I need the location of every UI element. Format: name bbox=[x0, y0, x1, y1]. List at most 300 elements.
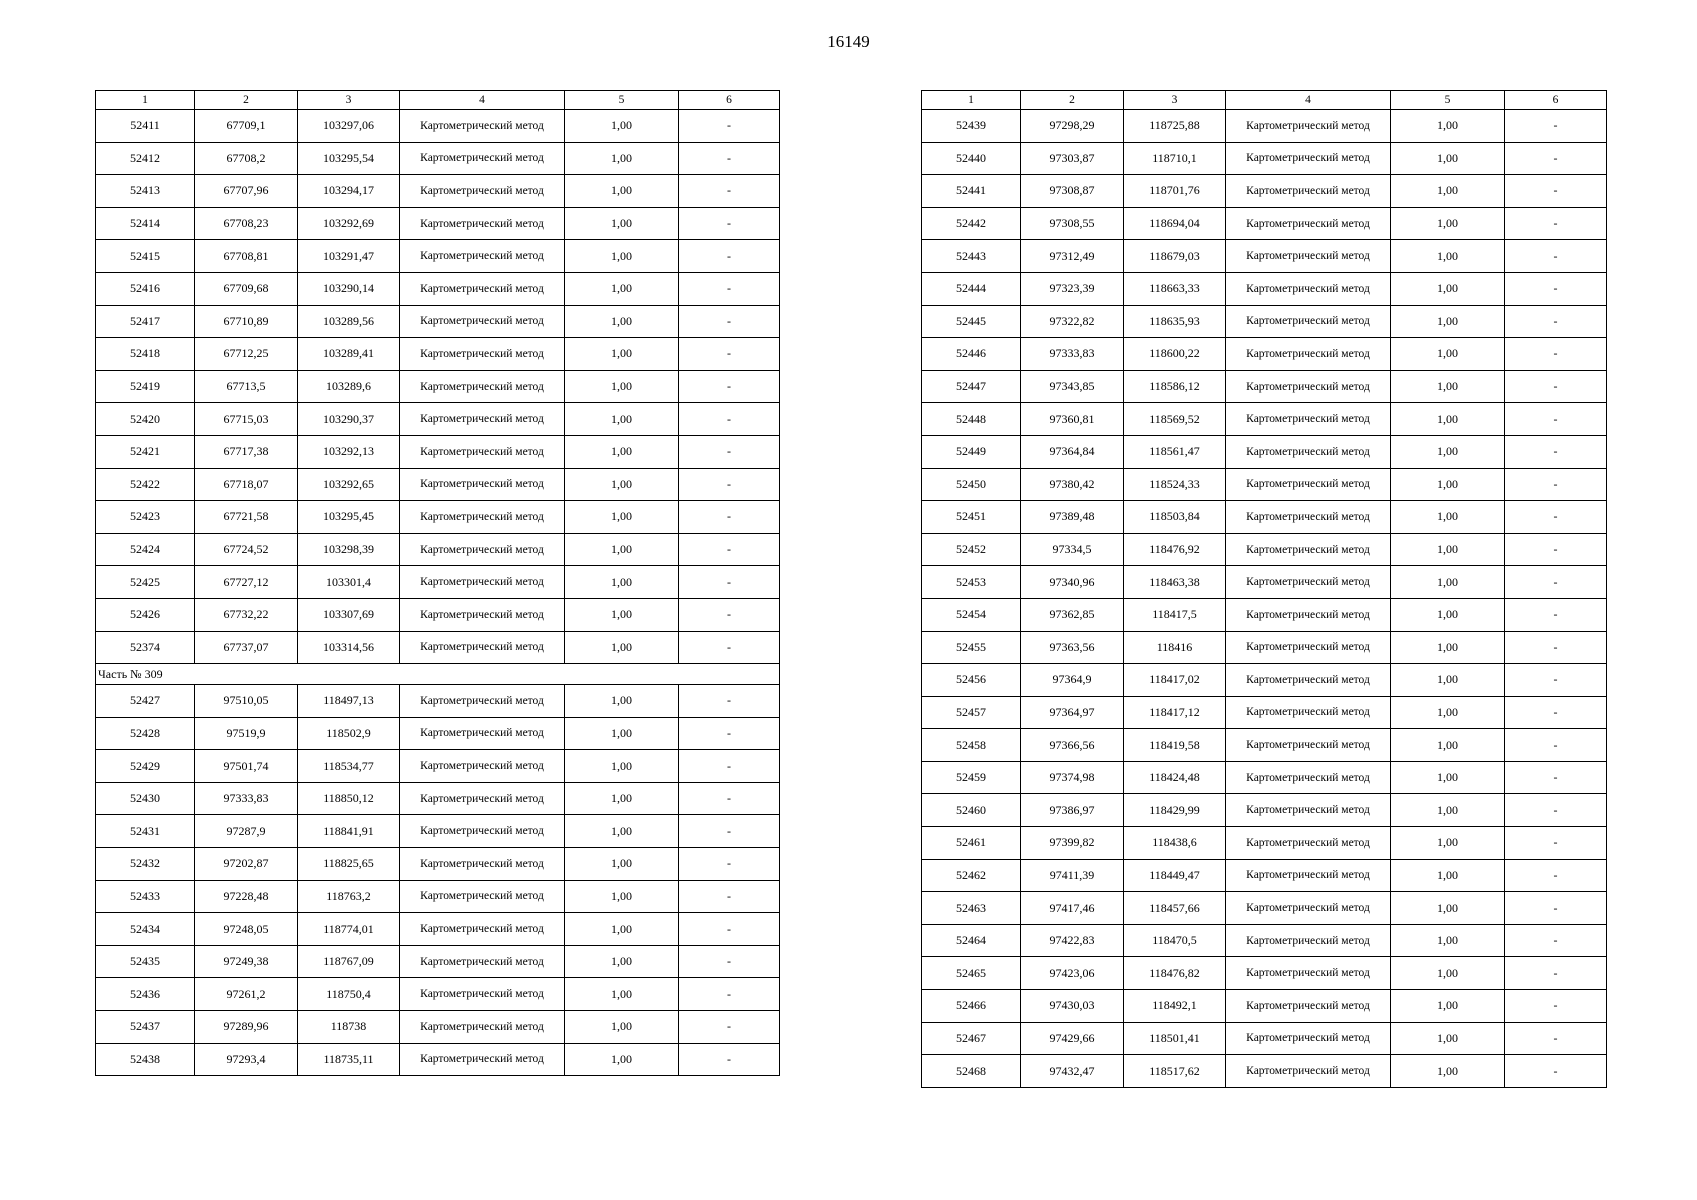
table-row bbox=[922, 892, 1607, 925]
note-cell: - bbox=[679, 370, 780, 403]
coord-x-cell: 97399,82 bbox=[1021, 827, 1124, 860]
coord-x-cell: 97432,47 bbox=[1021, 1055, 1124, 1088]
point-id-cell: 52447 bbox=[922, 370, 1021, 403]
method-cell: Картометрический метод bbox=[1226, 501, 1391, 534]
note-cell: - bbox=[1505, 435, 1607, 468]
accuracy-cell: 1,00 bbox=[1391, 990, 1505, 1023]
point-id-cell: 52415 bbox=[96, 240, 195, 273]
method-cell: Картометрический метод bbox=[400, 435, 565, 468]
point-id-cell: 52463 bbox=[922, 892, 1021, 925]
note-cell: - bbox=[1505, 957, 1607, 990]
accuracy-cell: 1,00 bbox=[565, 782, 679, 815]
method-cell: Картометрический метод bbox=[1226, 207, 1391, 240]
method-cell: Картометрический метод bbox=[400, 272, 565, 305]
coord-x-cell: 67727,12 bbox=[195, 566, 298, 599]
table-row bbox=[96, 913, 780, 946]
method-cell: Картометрический метод bbox=[1226, 435, 1391, 468]
point-id-cell: 52446 bbox=[922, 338, 1021, 371]
coord-y-cell: 118501,41 bbox=[1124, 1022, 1226, 1055]
coord-y-cell: 103290,37 bbox=[298, 403, 400, 436]
coord-y-cell: 103295,45 bbox=[298, 501, 400, 534]
method-cell: Картометрический метод bbox=[1226, 892, 1391, 925]
note-cell: - bbox=[1505, 240, 1607, 273]
header-row bbox=[922, 91, 1607, 110]
coord-y-cell: 118600,22 bbox=[1124, 338, 1226, 371]
point-id-cell: 52414 bbox=[96, 207, 195, 240]
accuracy-cell: 1,00 bbox=[565, 717, 679, 750]
method-cell: Картометрический метод bbox=[1226, 566, 1391, 599]
note-cell: - bbox=[679, 1043, 780, 1076]
method-cell: Картометрический метод bbox=[1226, 533, 1391, 566]
note-cell: - bbox=[679, 815, 780, 848]
table-row bbox=[922, 403, 1607, 436]
method-cell: Картометрический метод bbox=[400, 631, 565, 664]
accuracy-cell: 1,00 bbox=[565, 142, 679, 175]
coord-y-cell: 118449,47 bbox=[1124, 859, 1226, 892]
method-cell: Картометрический метод bbox=[1226, 827, 1391, 860]
column-header: 6 bbox=[679, 91, 780, 110]
accuracy-cell: 1,00 bbox=[1391, 110, 1505, 143]
point-id-cell: 52418 bbox=[96, 338, 195, 371]
note-cell: - bbox=[679, 468, 780, 501]
table-row bbox=[96, 782, 780, 815]
coord-y-cell: 118534,77 bbox=[298, 750, 400, 783]
coord-x-cell: 67708,2 bbox=[195, 142, 298, 175]
table-row bbox=[96, 207, 780, 240]
note-cell: - bbox=[679, 207, 780, 240]
method-cell: Картометрический метод bbox=[1226, 272, 1391, 305]
table-row bbox=[922, 142, 1607, 175]
coord-y-cell: 118429,99 bbox=[1124, 794, 1226, 827]
coord-x-cell: 67724,52 bbox=[195, 533, 298, 566]
coord-x-cell: 67737,07 bbox=[195, 631, 298, 664]
method-cell: Картометрический метод bbox=[400, 815, 565, 848]
section-label: Часть № 309 bbox=[96, 664, 780, 685]
coord-y-cell: 118710,1 bbox=[1124, 142, 1226, 175]
coord-x-cell: 67718,07 bbox=[195, 468, 298, 501]
accuracy-cell: 1,00 bbox=[1391, 338, 1505, 371]
table-row bbox=[922, 240, 1607, 273]
table-row bbox=[922, 1055, 1607, 1088]
note-cell: - bbox=[679, 978, 780, 1011]
table-row bbox=[922, 207, 1607, 240]
accuracy-cell: 1,00 bbox=[1391, 696, 1505, 729]
coord-x-cell: 97322,82 bbox=[1021, 305, 1124, 338]
coord-y-cell: 118635,93 bbox=[1124, 305, 1226, 338]
point-id-cell: 52464 bbox=[922, 924, 1021, 957]
coord-y-cell: 118767,09 bbox=[298, 945, 400, 978]
coord-x-cell: 97411,39 bbox=[1021, 859, 1124, 892]
method-cell: Картометрический метод bbox=[1226, 990, 1391, 1023]
table-row bbox=[922, 631, 1607, 664]
point-id-cell: 52432 bbox=[96, 848, 195, 881]
table-row bbox=[922, 924, 1607, 957]
column-header: 6 bbox=[1505, 91, 1607, 110]
point-id-cell: 52427 bbox=[96, 685, 195, 718]
column-header: 3 bbox=[298, 91, 400, 110]
method-cell: Картометрический метод bbox=[400, 1043, 565, 1076]
note-cell: - bbox=[679, 501, 780, 534]
method-cell: Картометрический метод bbox=[1226, 468, 1391, 501]
accuracy-cell: 1,00 bbox=[565, 338, 679, 371]
method-cell: Картометрический метод bbox=[1226, 696, 1391, 729]
coord-x-cell: 97423,06 bbox=[1021, 957, 1124, 990]
table-row bbox=[96, 370, 780, 403]
method-cell: Картометрический метод bbox=[1226, 338, 1391, 371]
note-cell: - bbox=[679, 880, 780, 913]
accuracy-cell: 1,00 bbox=[565, 240, 679, 273]
page-number: 16149 bbox=[827, 32, 870, 51]
coord-y-cell: 118497,13 bbox=[298, 685, 400, 718]
method-cell: Картометрический метод bbox=[400, 370, 565, 403]
coord-y-cell: 118463,38 bbox=[1124, 566, 1226, 599]
method-cell: Картометрический метод bbox=[1226, 924, 1391, 957]
header-row bbox=[96, 91, 780, 110]
table-row bbox=[96, 815, 780, 848]
coord-y-cell: 103295,54 bbox=[298, 142, 400, 175]
coord-y-cell: 118679,03 bbox=[1124, 240, 1226, 273]
table-row bbox=[922, 370, 1607, 403]
note-cell: - bbox=[679, 782, 780, 815]
coord-y-cell: 118524,33 bbox=[1124, 468, 1226, 501]
table-row bbox=[96, 468, 780, 501]
point-id-cell: 52448 bbox=[922, 403, 1021, 436]
method-cell: Картометрический метод bbox=[1226, 370, 1391, 403]
method-cell: Картометрический метод bbox=[400, 175, 565, 208]
method-cell: Картометрический метод bbox=[400, 978, 565, 1011]
coord-x-cell: 97293,4 bbox=[195, 1043, 298, 1076]
coord-y-cell: 118470,5 bbox=[1124, 924, 1226, 957]
coord-y-cell: 103292,65 bbox=[298, 468, 400, 501]
method-cell: Картометрический метод bbox=[1226, 794, 1391, 827]
point-id-cell: 52421 bbox=[96, 435, 195, 468]
point-id-cell: 52430 bbox=[96, 782, 195, 815]
accuracy-cell: 1,00 bbox=[1391, 827, 1505, 860]
point-id-cell: 52438 bbox=[96, 1043, 195, 1076]
table-row bbox=[96, 403, 780, 436]
point-id-cell: 52440 bbox=[922, 142, 1021, 175]
point-id-cell: 52411 bbox=[96, 110, 195, 143]
coord-x-cell: 97430,03 bbox=[1021, 990, 1124, 1023]
method-cell: Картометрический метод bbox=[400, 880, 565, 913]
accuracy-cell: 1,00 bbox=[1391, 664, 1505, 697]
accuracy-cell: 1,00 bbox=[1391, 240, 1505, 273]
point-id-cell: 52433 bbox=[96, 880, 195, 913]
table-row bbox=[922, 435, 1607, 468]
method-cell: Картометрический метод bbox=[1226, 1055, 1391, 1088]
note-cell: - bbox=[1505, 501, 1607, 534]
note-cell: - bbox=[1505, 566, 1607, 599]
method-cell: Картометрический метод bbox=[400, 305, 565, 338]
note-cell: - bbox=[1505, 827, 1607, 860]
note-cell: - bbox=[1505, 338, 1607, 371]
coord-x-cell: 97510,05 bbox=[195, 685, 298, 718]
coord-y-cell: 118663,33 bbox=[1124, 272, 1226, 305]
accuracy-cell: 1,00 bbox=[565, 631, 679, 664]
table-row bbox=[922, 664, 1607, 697]
coord-x-cell: 97364,9 bbox=[1021, 664, 1124, 697]
note-cell: - bbox=[1505, 305, 1607, 338]
point-id-cell: 52452 bbox=[922, 533, 1021, 566]
table-row bbox=[96, 631, 780, 664]
coord-x-cell: 97298,29 bbox=[1021, 110, 1124, 143]
coord-y-cell: 118825,65 bbox=[298, 848, 400, 881]
table-row bbox=[96, 338, 780, 371]
accuracy-cell: 1,00 bbox=[565, 1011, 679, 1044]
coord-y-cell: 118476,82 bbox=[1124, 957, 1226, 990]
coord-x-cell: 97389,48 bbox=[1021, 501, 1124, 534]
accuracy-cell: 1,00 bbox=[1391, 272, 1505, 305]
table-row bbox=[96, 305, 780, 338]
note-cell: - bbox=[679, 913, 780, 946]
table-row bbox=[96, 501, 780, 534]
point-id-cell: 52459 bbox=[922, 761, 1021, 794]
accuracy-cell: 1,00 bbox=[1391, 957, 1505, 990]
point-id-cell: 52437 bbox=[96, 1011, 195, 1044]
table-row bbox=[96, 880, 780, 913]
point-id-cell: 52450 bbox=[922, 468, 1021, 501]
point-id-cell: 52431 bbox=[96, 815, 195, 848]
coord-y-cell: 103292,69 bbox=[298, 207, 400, 240]
accuracy-cell: 1,00 bbox=[1391, 598, 1505, 631]
column-header: 3 bbox=[1124, 91, 1226, 110]
table-row bbox=[922, 468, 1607, 501]
note-cell: - bbox=[679, 685, 780, 718]
method-cell: Картометрический метод bbox=[1226, 175, 1391, 208]
coord-x-cell: 97501,74 bbox=[195, 750, 298, 783]
accuracy-cell: 1,00 bbox=[1391, 1022, 1505, 1055]
method-cell: Картометрический метод bbox=[1226, 957, 1391, 990]
method-cell: Картометрический метод bbox=[400, 848, 565, 881]
note-cell: - bbox=[679, 566, 780, 599]
note-cell: - bbox=[1505, 272, 1607, 305]
method-cell: Картометрический метод bbox=[400, 338, 565, 371]
table-row bbox=[922, 696, 1607, 729]
coord-x-cell: 97287,9 bbox=[195, 815, 298, 848]
method-cell: Картометрический метод bbox=[400, 110, 565, 143]
accuracy-cell: 1,00 bbox=[565, 272, 679, 305]
point-id-cell: 52425 bbox=[96, 566, 195, 599]
coord-x-cell: 97308,87 bbox=[1021, 175, 1124, 208]
table-row bbox=[96, 978, 780, 1011]
coord-x-cell: 97249,38 bbox=[195, 945, 298, 978]
point-id-cell: 52460 bbox=[922, 794, 1021, 827]
accuracy-cell: 1,00 bbox=[1391, 566, 1505, 599]
table-row bbox=[96, 110, 780, 143]
coord-y-cell: 118476,92 bbox=[1124, 533, 1226, 566]
coord-y-cell: 103292,13 bbox=[298, 435, 400, 468]
point-id-cell: 52455 bbox=[922, 631, 1021, 664]
coord-x-cell: 67709,68 bbox=[195, 272, 298, 305]
coord-x-cell: 97303,87 bbox=[1021, 142, 1124, 175]
note-cell: - bbox=[679, 750, 780, 783]
note-cell: - bbox=[1505, 859, 1607, 892]
coord-x-cell: 97519,9 bbox=[195, 717, 298, 750]
table-row bbox=[96, 175, 780, 208]
note-cell: - bbox=[1505, 794, 1607, 827]
accuracy-cell: 1,00 bbox=[1391, 142, 1505, 175]
coord-y-cell: 118569,52 bbox=[1124, 403, 1226, 436]
coord-y-cell: 118419,58 bbox=[1124, 729, 1226, 762]
point-id-cell: 52419 bbox=[96, 370, 195, 403]
coordinates-table-left bbox=[95, 90, 780, 1076]
coord-y-cell: 103298,39 bbox=[298, 533, 400, 566]
accuracy-cell: 1,00 bbox=[565, 945, 679, 978]
note-cell: - bbox=[1505, 110, 1607, 143]
method-cell: Картометрический метод bbox=[1226, 631, 1391, 664]
method-cell: Картометрический метод bbox=[400, 913, 565, 946]
note-cell: - bbox=[679, 142, 780, 175]
coord-x-cell: 67717,38 bbox=[195, 435, 298, 468]
table-row bbox=[922, 533, 1607, 566]
accuracy-cell: 1,00 bbox=[1391, 859, 1505, 892]
point-id-cell: 52426 bbox=[96, 598, 195, 631]
method-cell: Картометрический метод bbox=[400, 207, 565, 240]
coord-x-cell: 97364,97 bbox=[1021, 696, 1124, 729]
point-id-cell: 52451 bbox=[922, 501, 1021, 534]
method-cell: Картометрический метод bbox=[1226, 240, 1391, 273]
column-header: 2 bbox=[195, 91, 298, 110]
coord-y-cell: 118417,5 bbox=[1124, 598, 1226, 631]
coord-x-cell: 97360,81 bbox=[1021, 403, 1124, 436]
note-cell: - bbox=[679, 1011, 780, 1044]
method-cell: Картометрический метод bbox=[1226, 110, 1391, 143]
note-cell: - bbox=[1505, 1055, 1607, 1088]
method-cell: Картометрический метод bbox=[400, 501, 565, 534]
table-row bbox=[922, 566, 1607, 599]
note-cell: - bbox=[1505, 729, 1607, 762]
table-row bbox=[96, 142, 780, 175]
method-cell: Картометрический метод bbox=[1226, 305, 1391, 338]
column-header: 1 bbox=[96, 91, 195, 110]
coord-x-cell: 67710,89 bbox=[195, 305, 298, 338]
point-id-cell: 52413 bbox=[96, 175, 195, 208]
point-id-cell: 52424 bbox=[96, 533, 195, 566]
point-id-cell: 52462 bbox=[922, 859, 1021, 892]
section-row bbox=[96, 664, 780, 685]
accuracy-cell: 1,00 bbox=[1391, 924, 1505, 957]
point-id-cell: 52467 bbox=[922, 1022, 1021, 1055]
coord-y-cell: 118735,11 bbox=[298, 1043, 400, 1076]
coord-x-cell: 97343,85 bbox=[1021, 370, 1124, 403]
accuracy-cell: 1,00 bbox=[565, 750, 679, 783]
point-id-cell: 52441 bbox=[922, 175, 1021, 208]
method-cell: Картометрический метод bbox=[400, 1011, 565, 1044]
coord-y-cell: 118738 bbox=[298, 1011, 400, 1044]
coord-x-cell: 97380,42 bbox=[1021, 468, 1124, 501]
point-id-cell: 52453 bbox=[922, 566, 1021, 599]
column-header: 4 bbox=[1226, 91, 1391, 110]
coord-x-cell: 67732,22 bbox=[195, 598, 298, 631]
coord-y-cell: 118502,9 bbox=[298, 717, 400, 750]
coord-x-cell: 97364,84 bbox=[1021, 435, 1124, 468]
coord-x-cell: 97289,96 bbox=[195, 1011, 298, 1044]
coord-x-cell: 97429,66 bbox=[1021, 1022, 1124, 1055]
coord-y-cell: 118438,6 bbox=[1124, 827, 1226, 860]
note-cell: - bbox=[1505, 598, 1607, 631]
coord-y-cell: 103290,14 bbox=[298, 272, 400, 305]
accuracy-cell: 1,00 bbox=[565, 598, 679, 631]
method-cell: Картометрический метод bbox=[400, 685, 565, 718]
point-id-cell: 52457 bbox=[922, 696, 1021, 729]
coord-x-cell: 97417,46 bbox=[1021, 892, 1124, 925]
coord-x-cell: 97422,83 bbox=[1021, 924, 1124, 957]
table-row bbox=[922, 175, 1607, 208]
note-cell: - bbox=[1505, 175, 1607, 208]
table-row bbox=[96, 533, 780, 566]
coord-y-cell: 103314,56 bbox=[298, 631, 400, 664]
point-id-cell: 52423 bbox=[96, 501, 195, 534]
coord-x-cell: 67708,23 bbox=[195, 207, 298, 240]
column-header: 4 bbox=[400, 91, 565, 110]
accuracy-cell: 1,00 bbox=[565, 1043, 679, 1076]
note-cell: - bbox=[679, 631, 780, 664]
point-id-cell: 52374 bbox=[96, 631, 195, 664]
point-id-cell: 52442 bbox=[922, 207, 1021, 240]
accuracy-cell: 1,00 bbox=[565, 468, 679, 501]
note-cell: - bbox=[679, 240, 780, 273]
coord-x-cell: 97323,39 bbox=[1021, 272, 1124, 305]
table-row bbox=[922, 1022, 1607, 1055]
accuracy-cell: 1,00 bbox=[1391, 207, 1505, 240]
table-row bbox=[922, 338, 1607, 371]
point-id-cell: 52428 bbox=[96, 717, 195, 750]
table-row bbox=[96, 717, 780, 750]
coord-y-cell: 118417,12 bbox=[1124, 696, 1226, 729]
accuracy-cell: 1,00 bbox=[565, 880, 679, 913]
coord-x-cell: 97228,48 bbox=[195, 880, 298, 913]
point-id-cell: 52417 bbox=[96, 305, 195, 338]
point-id-cell: 52443 bbox=[922, 240, 1021, 273]
note-cell: - bbox=[1505, 370, 1607, 403]
accuracy-cell: 1,00 bbox=[1391, 435, 1505, 468]
table-row bbox=[922, 957, 1607, 990]
coord-x-cell: 97374,98 bbox=[1021, 761, 1124, 794]
coord-y-cell: 103294,17 bbox=[298, 175, 400, 208]
note-cell: - bbox=[1505, 924, 1607, 957]
note-cell: - bbox=[1505, 1022, 1607, 1055]
accuracy-cell: 1,00 bbox=[565, 848, 679, 881]
note-cell: - bbox=[679, 175, 780, 208]
coord-y-cell: 103289,56 bbox=[298, 305, 400, 338]
table-row bbox=[96, 1011, 780, 1044]
note-cell: - bbox=[1505, 761, 1607, 794]
note-cell: - bbox=[1505, 631, 1607, 664]
coord-y-cell: 103307,69 bbox=[298, 598, 400, 631]
accuracy-cell: 1,00 bbox=[565, 403, 679, 436]
note-cell: - bbox=[1505, 207, 1607, 240]
accuracy-cell: 1,00 bbox=[565, 435, 679, 468]
coord-y-cell: 118586,12 bbox=[1124, 370, 1226, 403]
coord-y-cell: 118750,4 bbox=[298, 978, 400, 1011]
point-id-cell: 52458 bbox=[922, 729, 1021, 762]
coord-y-cell: 103291,47 bbox=[298, 240, 400, 273]
column-header: 5 bbox=[1391, 91, 1505, 110]
accuracy-cell: 1,00 bbox=[1391, 175, 1505, 208]
point-id-cell: 52454 bbox=[922, 598, 1021, 631]
table-row bbox=[922, 598, 1607, 631]
point-id-cell: 52434 bbox=[96, 913, 195, 946]
point-id-cell: 52435 bbox=[96, 945, 195, 978]
point-id-cell: 52449 bbox=[922, 435, 1021, 468]
note-cell: - bbox=[679, 717, 780, 750]
accuracy-cell: 1,00 bbox=[565, 533, 679, 566]
accuracy-cell: 1,00 bbox=[1391, 468, 1505, 501]
point-id-cell: 52445 bbox=[922, 305, 1021, 338]
coord-x-cell: 97333,83 bbox=[195, 782, 298, 815]
coord-x-cell: 97308,55 bbox=[1021, 207, 1124, 240]
coord-y-cell: 118725,88 bbox=[1124, 110, 1226, 143]
